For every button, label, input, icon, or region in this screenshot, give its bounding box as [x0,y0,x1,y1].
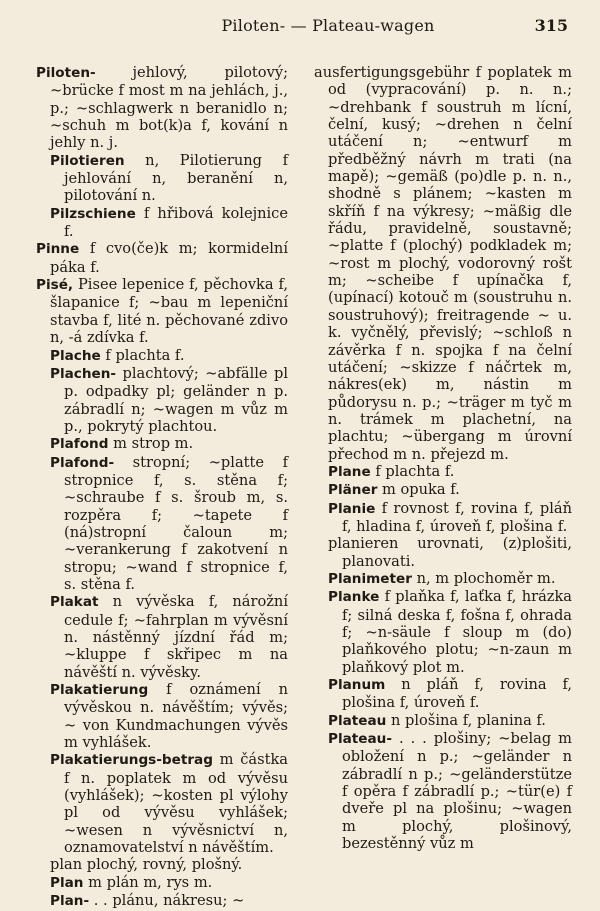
entry-plane: Plane f plachta f. [328,462,455,480]
entry-plakat: Plakat n vývěska f, nárožní cedule f; ~fahrplan m vývěsní n. nástěnný jízdní řád m; ~kluppe f skřipec m na návěští n. vývěsky. [50,593,288,681]
entry-plateau: Plateau n plošina f, planina f. [328,711,546,729]
entry-plan-adj: plan plochý, rovný, plošný. [50,856,243,874]
left-column [36,64,288,911]
entry-planum: Planum n pláň f, rovina f, plošina f, úroveň f. [328,676,572,712]
entry-planieren: planieren urovnati, (z)plošiti, planovati. [328,535,572,570]
entry-plache: Plache f plachta f. [50,346,185,364]
headword: Plache [50,347,101,364]
headword: Planie [328,500,376,517]
running-title: Piloten- — Plateau-wagen [221,16,435,35]
entry-planie: Planie f rovnost f, rovina f, pláň f, hladina f, úroveň f, plošina f. [328,499,572,535]
headword: Plan- [50,893,90,910]
entry-plan-noun: Plan m plán m, rys m. [50,873,213,891]
headword: Pisé, [36,277,74,294]
headword: Planum [328,677,386,694]
headword: Plateau- [328,731,393,748]
entry-plan-compounds-start: Plan- . . plánu, nákresu; ~ [50,892,245,910]
page-header [0,14,600,38]
headword: Plan [50,874,84,891]
headword: Pilotieren [50,152,125,169]
entry-plaener: Pläner m opuka f. [328,481,460,499]
headword: Planke [328,589,380,606]
headword: Plakatierung [50,682,149,699]
headword: Pläner [328,482,378,499]
entry-plan-compounds-cont: ausfertigungsgebühr f poplatek m od (vypracování) p. n. n.; ~drehbank f soustruh m lícní, čelní, kusý; ~drehen n čelní utáčení n; ~entwurf m předběžný návrh m trati (na mapě); ~gemäß (po)dle p. n. n., shodně s plánem; ~kasten m skříň f na výkresy; ~mäßig dle řádu, pravidelně, soustavně; ~platte f (plochý) podkladek m; ~rost m plochý, vodorovný rošt m; ~scheibe f upínačka f, (upínací) kotouč m (soustruhu n. soustruhový); freitragende ~ u. k. vyčnělý, převislý; ~schloß n závěrka f n. spojka f na čelní utáčení; ~skizze f náčrtek m, nákres(ek) m, nástin m půdorysu n. p.; ~träger m tyč m n. trámek m plachetní, na plachtu; ~übergang m úrovní přechod m n. přejezd m. [314,64,572,463]
entry-pilzschiene: Pilzschiene f hřibová kolejnice f. [50,204,288,241]
entry-planke: Planke f plaňka f, laťka f, hrázka f; silná deska f, fošna f, ohrada f; ~n-säule f sloup m (do) plaňkového plotu; ~n-zaun m plaňkový plot m. [328,588,572,676]
right-column [314,64,572,852]
entry-plafond: Plafond m strop m. [50,435,194,453]
entry-plachen: Plachen- plachtový; ~abfälle pl p. odpadky pl; geländer n p. zábradlí n; ~wagen m vůz m p., pokrytý plachtou. [50,364,288,435]
headword: Plakatierungs-betrag [50,752,213,769]
headword: Plafond- [50,454,115,471]
entry-plafond-compounds: Plafond- stropní; ~platte f stropnice f, s. stěna f; ~schraube f s. šroub m, s. rozpěra f; ~tapete f (ná)stropní čaloun m; ~verankerung f zakotvení n stropu; ~wand f stropnice f, s. stěna f. [50,453,288,593]
headword: Plakat [50,594,99,611]
entry-plateau-compounds: Plateau- . . . plošiny; ~belag m obložení n p.; ~geländer n zábradlí n p.; ~geländerstütze f opěra f zábradlí p.; ~tür(e) f dveře pl na plošinu; ~wagen m plochý, plošinový, bezestěnný vůz m [328,730,572,853]
headword: Plafond [50,436,109,453]
headword: Planimeter [328,570,412,587]
headword: Plateau [328,712,387,729]
headword: Piloten- [36,65,96,81]
entry-planimeter: Planimeter n, m plochoměr m. [328,569,556,587]
headword: Plane [328,463,371,480]
entry-pise: Pisé, Pisee lepenice f, pěchovka f, šlapanice f; ~bau m lepeniční stavba f, lité n. pěchované zdivo n, -á zdívka f. [36,276,288,347]
headword: Pinne [36,241,80,258]
entry-plakatierung: Plakatierung f oznámení n vývěskou n. návěštím; vývěs; ~ von Kundmachungen vývěs m vyhlášek. [50,681,288,752]
headword: Pilzschiene [50,205,136,222]
page-number: 315 [534,16,568,35]
entry-piloten: Piloten- jehlový, pilotový; ~brücke f most m na jehlách, j., p.; ~schlagwerk n beranidlo n; ~schuh m bot(k)a f, kování n jehly n. j. [36,64,288,152]
entry-pinne: Pinne f cvo(če)k m; kormidelní páka f. [36,240,288,276]
entry-pilotieren: Pilotieren n, Pilotierung f jehlování n, beranění n, pilotování n. [50,151,288,205]
entry-plakatierungs-betrag: Plakatierungs-betrag m částka f n. poplatek m od vývěsu (vyhlášek); ~kosten pl výlohy pl od vývěsu vyhlášek; ~wesen n vývěsnictví n, oznamovatelství n návěštím. [50,751,288,857]
headword: Plachen- [50,365,117,382]
